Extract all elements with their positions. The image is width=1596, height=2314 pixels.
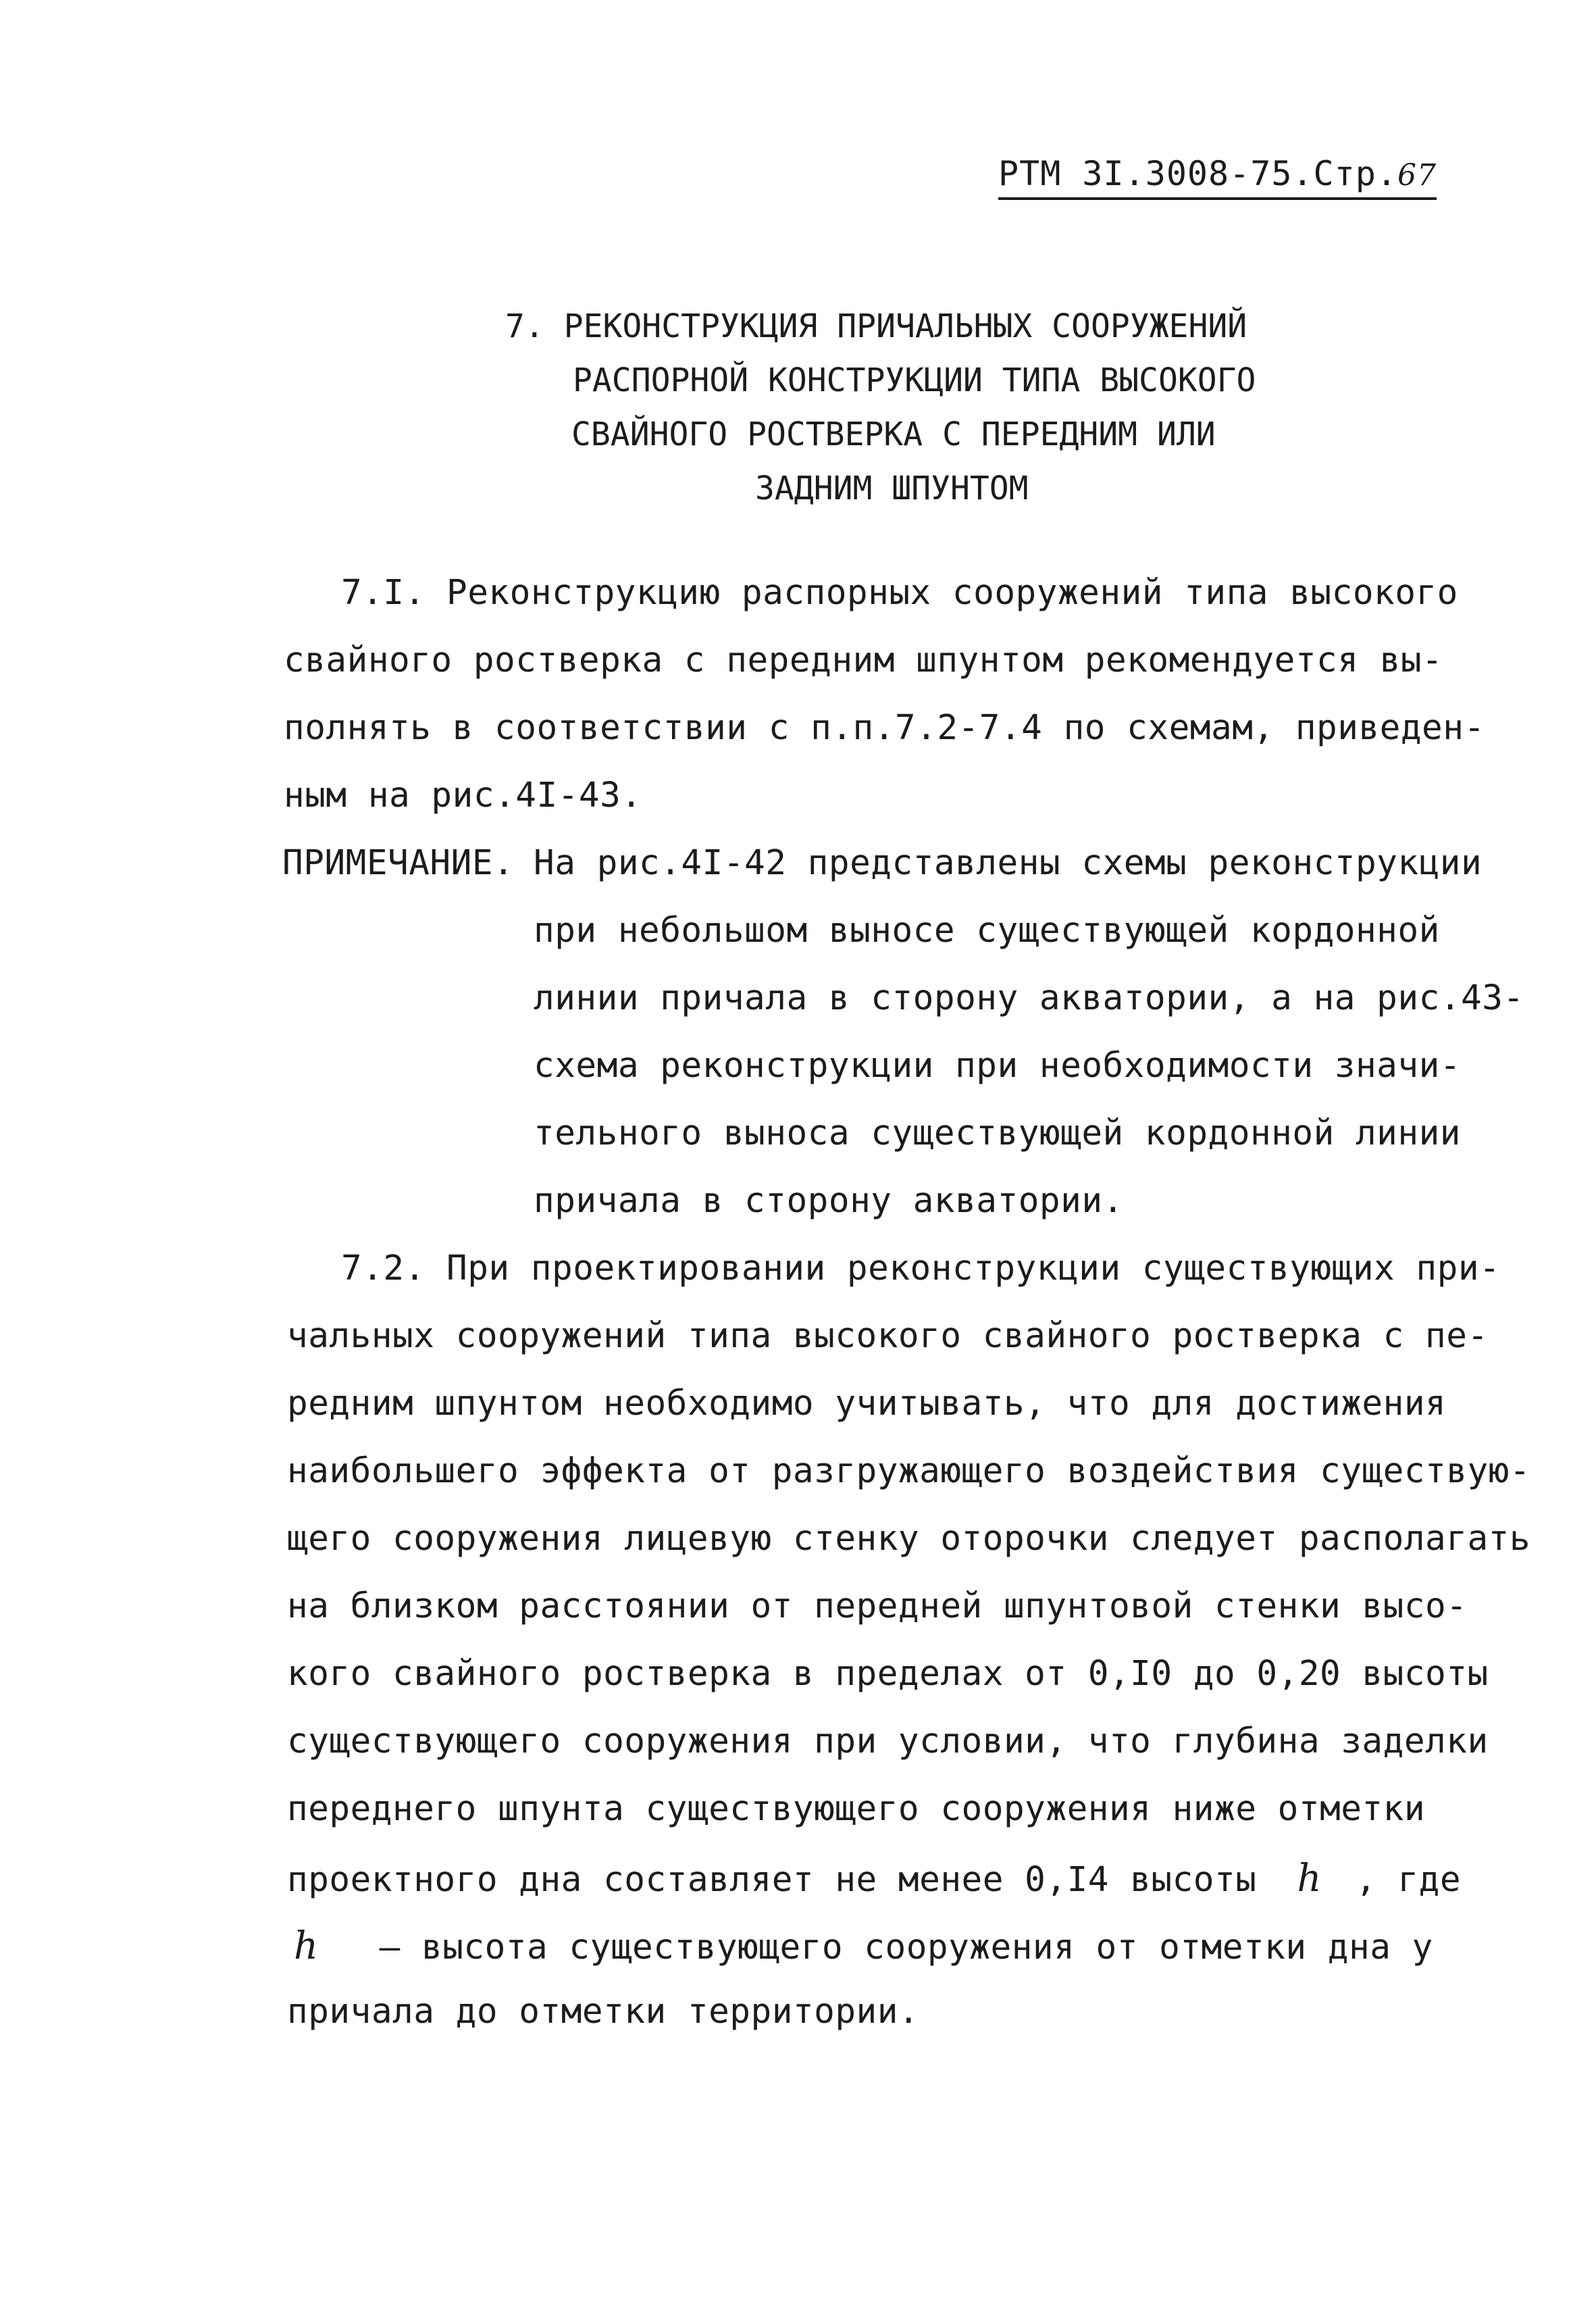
note-line: схема реконструкции при необходимости значи-	[534, 1046, 1462, 1086]
title-line: 7. РЕКОНСТРУКЦИЯ ПРИЧАЛЬНЫХ СООРУЖЕНИЙ	[505, 307, 1247, 345]
text-line: наибольшего эффекта от разгружающего воздействия существую-	[287, 1451, 1531, 1491]
document-reference	[998, 154, 1437, 200]
text-line: существующего сооружения при условии, что глубина заделки	[287, 1721, 1489, 1761]
text-line: полнять в соответствии с п.п.7.2-7.4 по схемам, приведен-	[284, 708, 1485, 748]
text-line: свайного ростверка с передним шпунтом рекомендуется вы-	[284, 640, 1443, 680]
note-line: при небольшом выносе существующей кордонной	[534, 911, 1440, 951]
text-line: чальных сооружений типа высокого свайного ростверка с пе-	[287, 1316, 1489, 1356]
text-line: переднего шпунта существующего сооружения ниже отметки	[287, 1789, 1426, 1829]
title-line: СВАЙНОГО РОСТВЕРКА С ПЕРЕДНИМ ИЛИ	[571, 416, 1216, 453]
document-code: РТМ 3I.3008-75.Стр.	[998, 154, 1397, 193]
note-line: линии причала в сторону акватории, а на рис.43-	[534, 978, 1524, 1018]
text-line	[287, 1857, 1461, 1901]
text-line: ным на рис.4I-43.	[284, 776, 642, 815]
text-line: 7.2. При проектировании реконструкции существующих при-	[341, 1249, 1501, 1288]
variable-h: h	[1297, 1857, 1322, 1901]
variable-h: h	[294, 1924, 319, 1968]
note-line: тельного выноса существующей кордонной линии	[534, 1113, 1462, 1153]
note-line: причала в сторону акватории.	[534, 1181, 1124, 1221]
text-segment: , где	[1356, 1860, 1462, 1900]
text-line: 7.I. Реконструкцию распорных сооружений типа высокого	[341, 573, 1458, 613]
title-line: ЗАДНИМ ШПУНТОМ	[755, 470, 1029, 507]
text-segment: – высота существующего сооружения от отметки дна у	[379, 1928, 1433, 1967]
text-line: щего сооружения лицевую стенку оторочки следует располагать	[287, 1519, 1531, 1559]
note-line: На рис.4I-42 представлены схемы реконструкции	[534, 843, 1483, 883]
text-line: на близком расстоянии от передней шпунтовой стенки высо-	[287, 1586, 1468, 1626]
text-line: кого свайного ростверка в пределах от 0,I0 до 0,20 высоты	[287, 1654, 1489, 1694]
page-number: 67	[1397, 158, 1437, 193]
text-line: редним шпунтом необходимо учитывать, что для достижения	[287, 1384, 1447, 1424]
title-line: РАСПОРНОЙ КОНСТРУКЦИИ ТИПА ВЫСОКОГО	[573, 361, 1256, 399]
text-line	[294, 1924, 1433, 1968]
note-label: ПРИМЕЧАНИЕ.	[282, 843, 515, 883]
text-line: причала до отметки территории.	[287, 1992, 920, 2032]
text-segment: проектного дна составляет не менее 0,I4 высоты	[287, 1860, 1257, 1900]
